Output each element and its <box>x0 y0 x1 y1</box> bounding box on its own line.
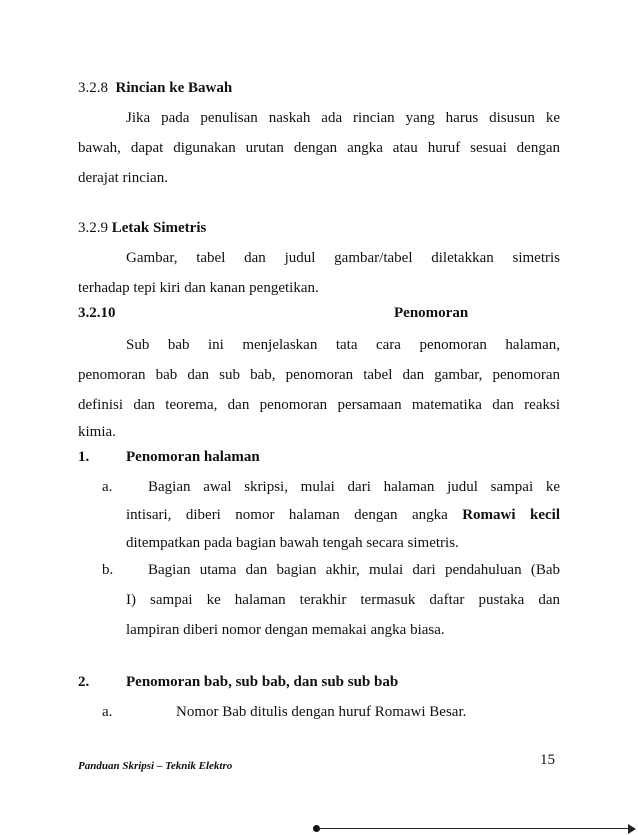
paragraph-line: Gambar, tabel dan judul gambar/tabel diletakkan simetris <box>126 250 560 266</box>
footer-title: Panduan Skripsi – Teknik Elektro <box>78 760 233 772</box>
paragraph-line: Bagian awal skripsi, mulai dari halaman judul sampai ke <box>148 479 560 495</box>
sublist-label: a. <box>102 479 113 495</box>
sublist-label: a. <box>102 704 113 720</box>
paragraph-line: terhadap tepi kiri dan kanan pengetikan. <box>78 280 319 296</box>
paragraph-line: ditempatkan pada bagian bawah tengah secara simetris. <box>126 535 459 551</box>
paragraph-line: definisi dan teorema, dan penomoran persamaan matematika dan reaksi <box>78 397 560 413</box>
paragraph-line: derajat rincian. <box>78 170 168 186</box>
paragraph-line: I) sampai ke halaman terakhir termasuk daftar pustaka dan <box>126 592 560 608</box>
section-number: 3.2.8 <box>78 80 108 96</box>
paragraph-line: bawah, dapat digunakan urutan dengan angka atau huruf sesuai dengan <box>78 140 560 156</box>
paragraph-line: Nomor Bab ditulis dengan huruf Romawi Besar. <box>176 704 467 720</box>
section-heading-3-2-9 <box>78 218 206 238</box>
list-title: Penomoran halaman <box>126 449 260 465</box>
list-title: Penomoran bab, sub bab, dan sub sub bab <box>126 674 399 690</box>
paragraph-line: intisari, diberi nomor halaman dengan angka Romawi kecil <box>126 507 560 523</box>
paragraph-line: kimia. <box>78 424 116 440</box>
list-number: 1. <box>78 449 90 465</box>
section-title-penomoran: Penomoran <box>394 305 469 321</box>
rule-arrow-icon <box>628 824 636 834</box>
section-heading-3-2-8 <box>78 78 232 98</box>
paragraph-line: Sub bab ini menjelaskan tata cara penomoran halaman, <box>126 337 560 353</box>
sublist-label: b. <box>102 562 114 578</box>
emphasis-text: Romawi kecil <box>462 507 560 523</box>
paragraph-line: Bagian utama dan bagian akhir, mulai dari pendahuluan (Bab <box>148 562 560 578</box>
section-title: Rincian ke Bawah <box>115 80 233 96</box>
footer-rule <box>316 828 632 829</box>
paragraph-line: Jika pada penulisan naskah ada rincian yang harus disusun ke <box>126 110 560 126</box>
section-title: Letak Simetris <box>111 220 207 236</box>
section-number: 3.2.9 <box>78 220 108 236</box>
paragraph-line: penomoran bab dan sub bab, penomoran tabel dan gambar, penomoran <box>78 367 560 383</box>
section-number-3-2-10: 3.2.10 <box>78 305 116 321</box>
list-number: 2. <box>78 674 90 690</box>
page-number: 15 <box>540 752 555 768</box>
paragraph-line: lampiran diberi nomor dengan memakai angka biasa. <box>126 622 445 638</box>
